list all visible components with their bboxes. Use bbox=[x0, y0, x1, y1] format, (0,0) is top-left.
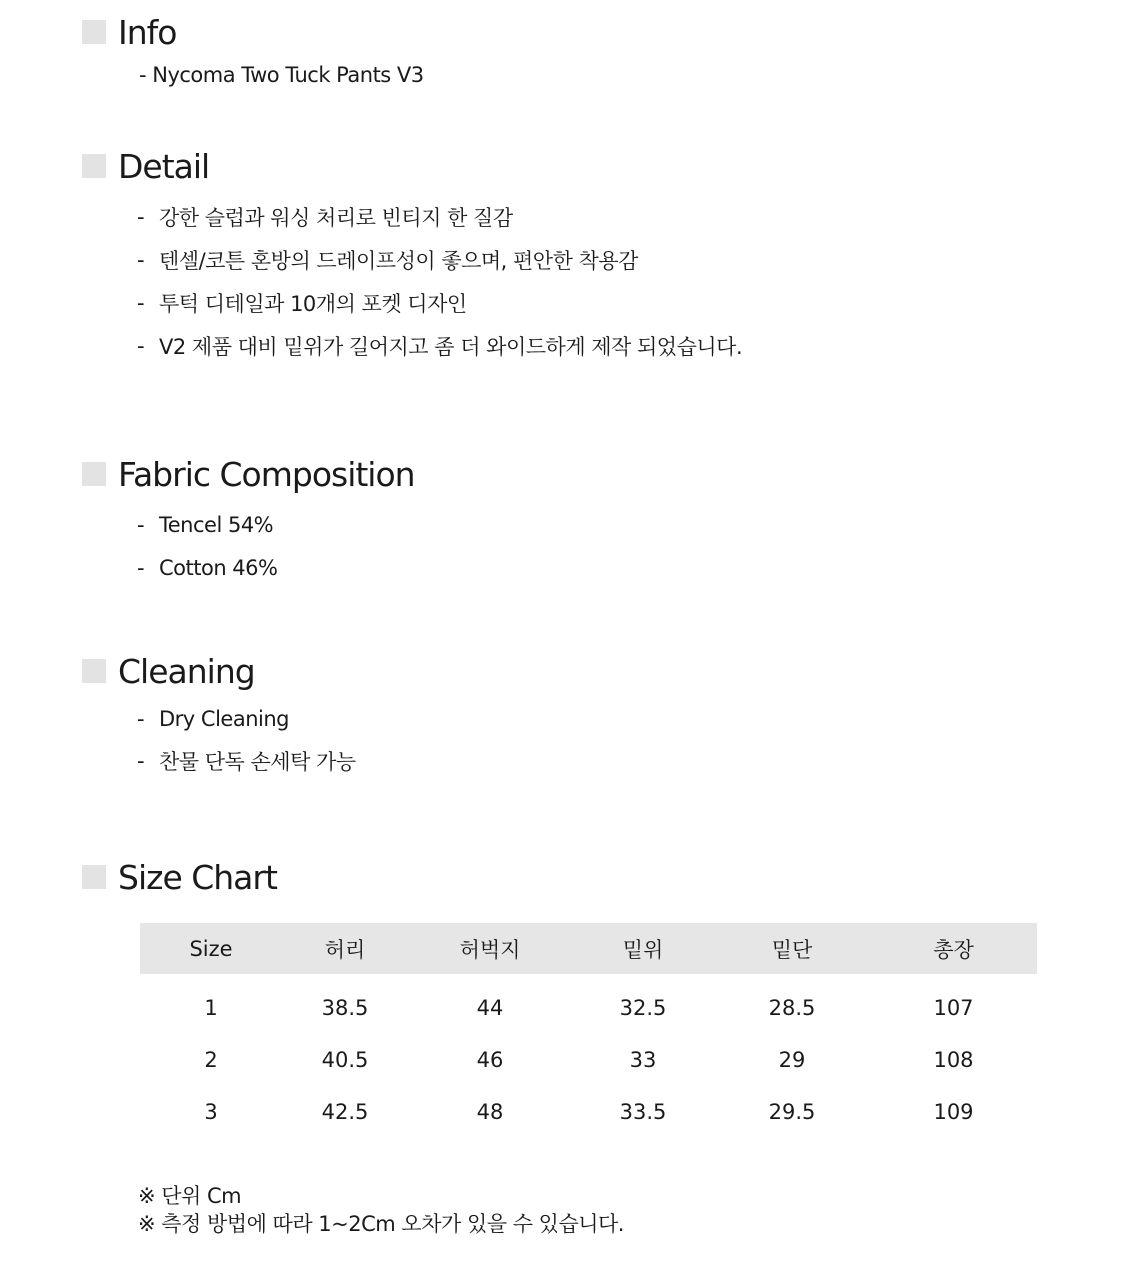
table-cell: 29.5 bbox=[768, 1100, 816, 1124]
table-header-cell: 밑단 bbox=[714, 923, 870, 974]
measurement-note: ※ 측정 방법에 따라 1~2Cm 오차가 있을 수 있습니다. bbox=[138, 1212, 624, 1236]
table-header-cell: 허리 bbox=[282, 923, 408, 974]
detail-line: - 투턱 디테일과 10개의 포켓 디자인 bbox=[137, 288, 467, 318]
table-header-cell: 총장 bbox=[870, 923, 1037, 974]
detail-line: - V2 제품 대비 밑위가 길어지고 좀 더 와이드하게 제작 되었습니다. bbox=[137, 331, 742, 361]
info-title: Info bbox=[118, 12, 177, 52]
table-cell: 109 bbox=[933, 1100, 974, 1124]
fabric-text: Tencel 54% bbox=[159, 513, 274, 537]
square-bullet-icon bbox=[82, 20, 106, 44]
detail-heading bbox=[82, 146, 209, 186]
detail-text: 투턱 디테일과 10개의 포켓 디자인 bbox=[159, 292, 467, 316]
table-cell: 3 bbox=[204, 1100, 218, 1124]
cleaning-text: 찬물 단독 손세탁 가능 bbox=[159, 750, 356, 774]
detail-title: Detail bbox=[118, 146, 210, 186]
info-product-name: - Nycoma Two Tuck Pants V3 bbox=[139, 63, 424, 87]
detail-text: 텐셀/코튼 혼방의 드레이프성이 좋으며, 편안한 착용감 bbox=[159, 249, 638, 273]
table-cell: 42.5 bbox=[321, 1100, 369, 1124]
square-bullet-icon bbox=[82, 659, 106, 683]
fabric-heading bbox=[82, 454, 415, 494]
size-table bbox=[140, 923, 1037, 1138]
table-cell: 44 bbox=[476, 996, 504, 1020]
cleaning-line: - 찬물 단독 손세탁 가능 bbox=[137, 746, 356, 776]
fabric-title: Fabric Composition bbox=[118, 454, 415, 494]
table-header-row bbox=[140, 923, 1037, 974]
table-cell: 33.5 bbox=[619, 1100, 667, 1124]
table-cell: 29 bbox=[778, 1048, 806, 1072]
detail-line: - 강한 슬럽과 워싱 처리로 빈티지 한 질감 bbox=[137, 202, 513, 232]
square-bullet-icon bbox=[82, 865, 106, 889]
fabric-line: - Cotton 46% bbox=[137, 556, 278, 580]
table-row bbox=[140, 974, 1037, 1034]
square-bullet-icon bbox=[82, 154, 106, 178]
table-header-cell: 허벅지 bbox=[408, 923, 572, 974]
square-bullet-icon bbox=[82, 462, 106, 486]
table-row bbox=[140, 1086, 1037, 1138]
table-cell: 33 bbox=[629, 1048, 657, 1072]
size-chart-title: Size Chart bbox=[118, 857, 277, 897]
table-header-cell: 밑위 bbox=[572, 923, 714, 974]
table-row bbox=[140, 1034, 1037, 1086]
table-cell: 32.5 bbox=[619, 996, 667, 1020]
table-cell: 40.5 bbox=[321, 1048, 369, 1072]
fabric-text: Cotton 46% bbox=[159, 556, 278, 580]
table-cell: 28.5 bbox=[768, 996, 816, 1020]
detail-line: - 텐셀/코튼 혼방의 드레이프성이 좋으며, 편안한 착용감 bbox=[137, 245, 638, 275]
fabric-line: - Tencel 54% bbox=[137, 513, 274, 537]
table-cell: 2 bbox=[204, 1048, 218, 1072]
table-cell: 46 bbox=[476, 1048, 504, 1072]
cleaning-heading bbox=[82, 651, 255, 691]
cleaning-title: Cleaning bbox=[118, 651, 255, 691]
table-cell: 108 bbox=[933, 1048, 974, 1072]
cleaning-text: Dry Cleaning bbox=[159, 707, 289, 731]
unit-note: ※ 단위 Cm bbox=[138, 1184, 242, 1208]
table-cell: 1 bbox=[204, 996, 218, 1020]
table-cell: 107 bbox=[933, 996, 974, 1020]
cleaning-line: - Dry Cleaning bbox=[137, 707, 289, 731]
size-chart-heading bbox=[82, 857, 277, 897]
detail-text: 강한 슬럽과 워싱 처리로 빈티지 한 질감 bbox=[159, 206, 513, 230]
table-cell: 38.5 bbox=[321, 996, 369, 1020]
detail-text: V2 제품 대비 밑위가 길어지고 좀 더 와이드하게 제작 되었습니다. bbox=[159, 335, 743, 359]
info-heading bbox=[82, 12, 176, 52]
table-header-cell: Size bbox=[140, 923, 282, 974]
info-line bbox=[139, 60, 424, 90]
table-cell: 48 bbox=[476, 1100, 504, 1124]
